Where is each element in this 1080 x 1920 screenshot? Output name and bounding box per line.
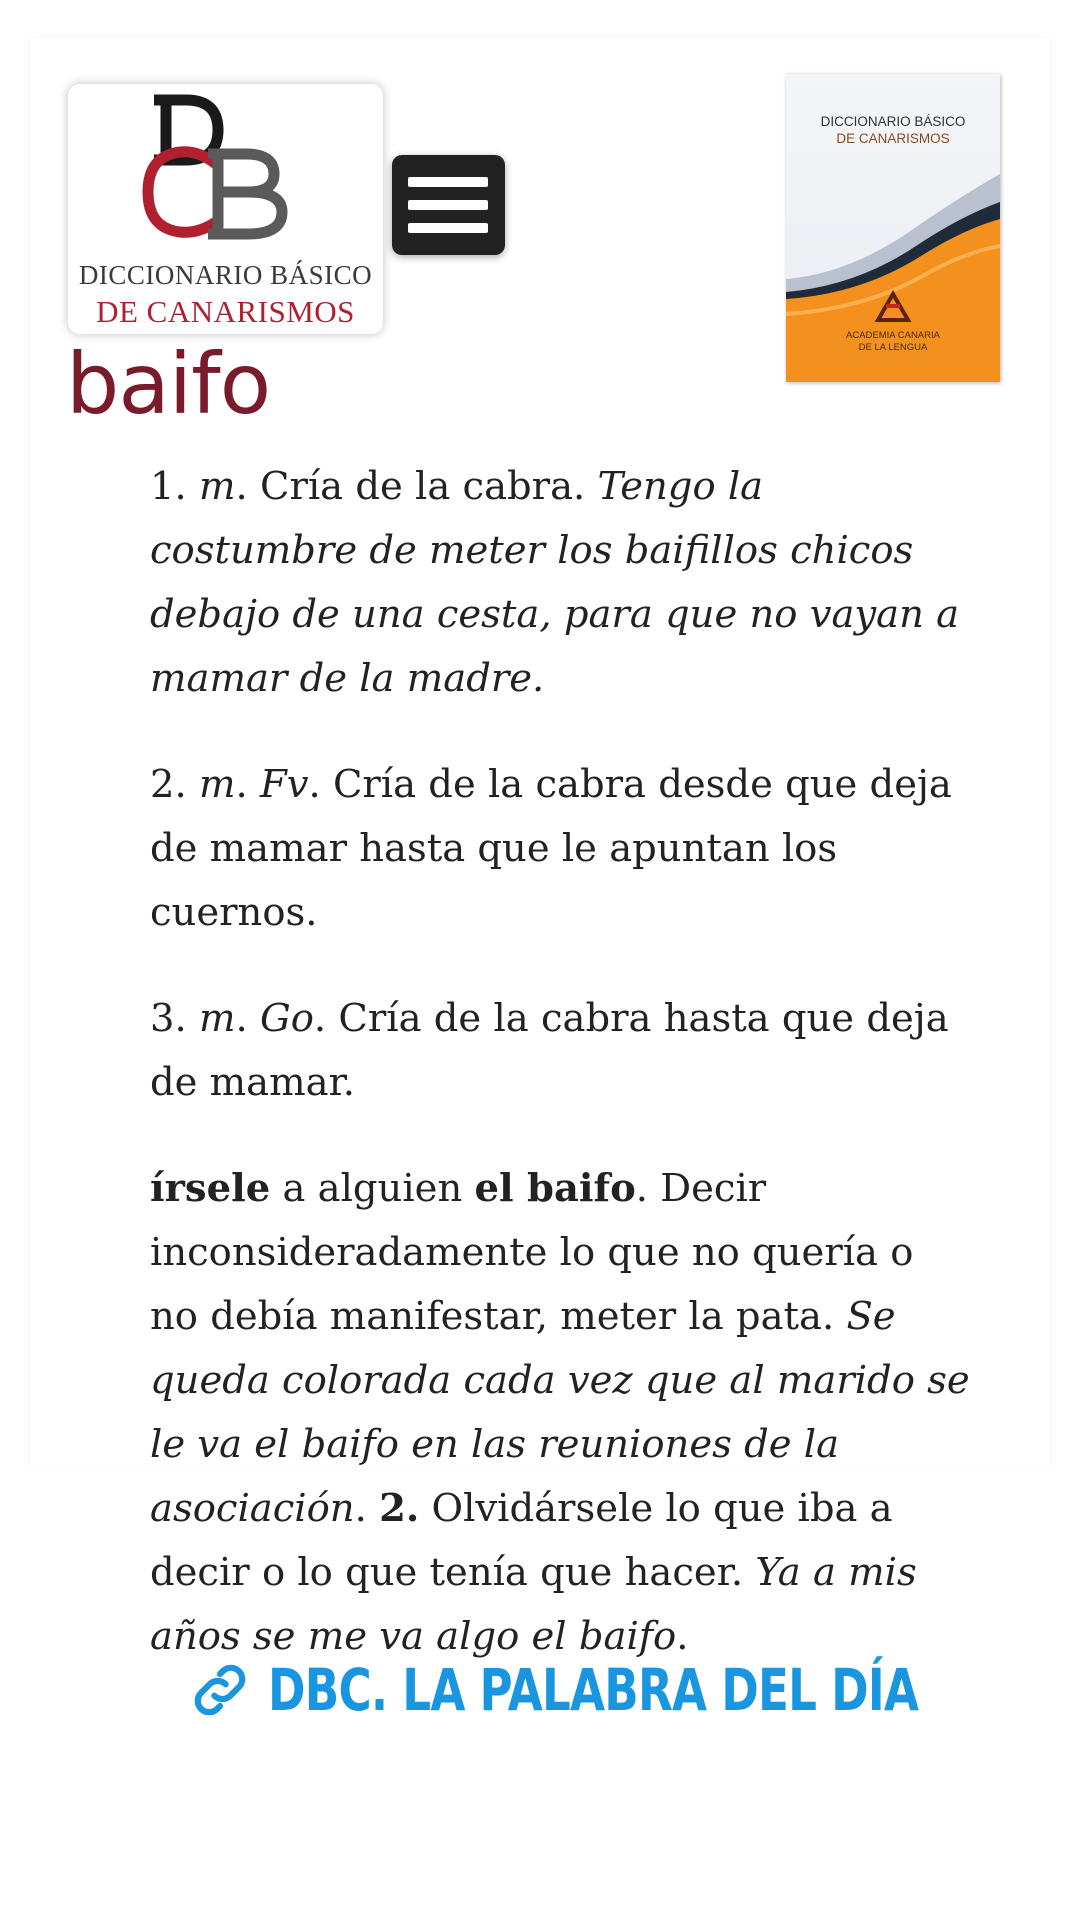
dcb-monogram-icon bbox=[68, 84, 383, 264]
phrase-sense2-definition: Olvidársele lo que iba a decir o lo que tenía que hacer. bbox=[150, 1486, 893, 1595]
phrase-definition: Decir inconsideradamente lo que no quería o no debía manifestar, meter la pata. bbox=[150, 1166, 914, 1339]
phrase-sense2-example: Ya a mis años se me va algo el baifo bbox=[150, 1550, 917, 1659]
daily-word-link[interactable] bbox=[186, 1650, 1080, 1730]
sense-definition: Cría de la cabra. bbox=[259, 464, 586, 509]
region-tag: Fv bbox=[259, 762, 309, 807]
book-title-line2: DE CANARISMOS bbox=[836, 131, 950, 146]
phrase-term-part2: el baifo bbox=[474, 1166, 636, 1211]
daily-word-link-label[interactable]: DBC. LA PALABRA DEL DÍA bbox=[268, 1656, 919, 1724]
sense-definition: Cría de la cabra hasta que deja de mamar. bbox=[150, 996, 949, 1105]
entry-definitions bbox=[150, 455, 970, 1711]
logo-title-line1: DICCIONARIO BÁSICO bbox=[78, 260, 373, 290]
sense-example: Tengo la costumbre de meter los baifillos chicos debajo de una cesta, para que no vayan a mamar de la madre. bbox=[150, 464, 960, 701]
site-logo[interactable] bbox=[68, 84, 383, 334]
book-title-line1: DICCIONARIO BÁSICO bbox=[820, 114, 966, 129]
phrase-example: Se queda colorada cada vez que al marido se le va el baifo en las reuniones de la asociación bbox=[150, 1294, 970, 1531]
logo-title-line2: DE CANARISMOS bbox=[96, 294, 355, 329]
region-tag: Go bbox=[259, 996, 314, 1041]
grammar-tag: m bbox=[198, 996, 236, 1041]
sense-1: 1. m. Cría de la cabra. Tengo la costumbre de meter los baifillos chicos debajo de una cesta, para que no vayan a mamar de la madre. bbox=[150, 464, 960, 701]
sense-definition: Cría de la cabra desde que deja de mamar hasta que le apuntan los cuernos. bbox=[150, 762, 952, 935]
book-publisher-line1: ACADEMIA CANARIA bbox=[846, 330, 940, 341]
sense-number: 1. bbox=[150, 464, 187, 509]
link-icon bbox=[186, 1656, 254, 1724]
book-cover[interactable] bbox=[786, 74, 1000, 382]
phrase-connector: a alguien bbox=[282, 1166, 463, 1211]
menu-button[interactable] bbox=[392, 155, 505, 255]
phrase-sense2-number: 2. bbox=[379, 1486, 420, 1531]
sense-3: 3. m. Go. Cría de la cabra hasta que deja de mamar. bbox=[150, 996, 949, 1105]
grammar-tag: m bbox=[198, 762, 236, 807]
phrase-entry: írsele a alguien el baifo. Decir inconsideradamente lo que no quería o no debía manifestar, meter la pata. Se queda colorada cada vez que al marido se le va el baifo en las reuniones de la asociación. 2. Olvidársele lo que iba a decir o lo que tenía que hacer. Ya a mis años se me va algo el baifo. bbox=[150, 1166, 970, 1659]
phrase-term-part1: írsele bbox=[150, 1166, 271, 1211]
sense-number: 2. bbox=[150, 762, 187, 807]
entry-headword: baifo bbox=[66, 335, 271, 433]
sense-2: 2. m. Fv. Cría de la cabra desde que deja de mamar hasta que le apuntan los cuernos. bbox=[150, 762, 952, 935]
book-publisher-line2: DE LA LENGUA bbox=[858, 342, 928, 353]
grammar-tag: m bbox=[198, 464, 236, 509]
sense-number: 3. bbox=[150, 996, 187, 1041]
